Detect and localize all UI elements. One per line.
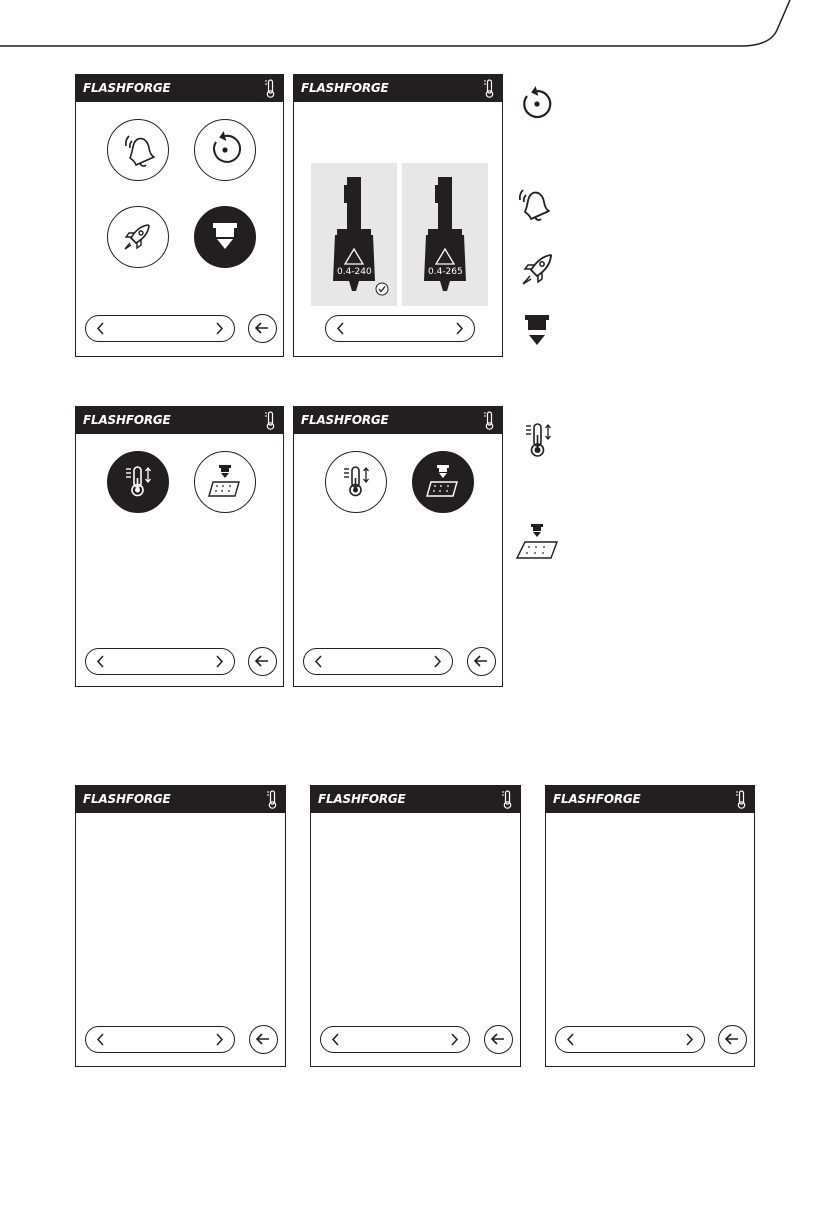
leveling-icon xyxy=(413,452,472,511)
bell-icon xyxy=(108,120,167,179)
thermometer-button[interactable] xyxy=(107,451,169,513)
nozzle-option-1[interactable] xyxy=(311,163,397,306)
reset-button[interactable] xyxy=(194,119,256,181)
thermometer-button[interactable] xyxy=(325,451,387,513)
chevron-right-icon[interactable] xyxy=(433,655,442,668)
back-arrow-icon xyxy=(490,1031,506,1047)
chevron-right-icon[interactable] xyxy=(215,1033,224,1046)
header-bar xyxy=(294,75,502,102)
brand-logo: FLASHFORGE xyxy=(553,792,641,806)
page-corner-line xyxy=(0,0,828,50)
pager-bar[interactable] xyxy=(555,1026,705,1053)
rocket-icon xyxy=(515,251,555,291)
pager-bar[interactable] xyxy=(325,315,475,342)
back-arrow-icon xyxy=(724,1031,740,1047)
back-button[interactable] xyxy=(248,314,277,343)
back-arrow-icon xyxy=(254,320,270,336)
blank-screen-1 xyxy=(75,785,286,1067)
chevron-right-icon[interactable] xyxy=(450,1033,459,1046)
reset-icon xyxy=(517,84,557,124)
header-bar xyxy=(76,786,285,813)
thermometer-icon[interactable] xyxy=(483,410,495,431)
reset-icon xyxy=(195,120,254,179)
nozzle-select-screen xyxy=(293,74,503,357)
back-arrow-icon xyxy=(255,1031,271,1047)
header-bar xyxy=(311,786,520,813)
heat-screen xyxy=(75,406,284,687)
leveling-screen xyxy=(293,406,503,687)
back-button[interactable] xyxy=(249,1025,278,1054)
thermometer-icon xyxy=(523,421,555,461)
bell-icon xyxy=(515,186,555,222)
rocket-button[interactable] xyxy=(107,206,169,268)
thermometer-icon[interactable] xyxy=(266,789,278,810)
nozzle-icon xyxy=(522,314,552,346)
thermometer-icon[interactable] xyxy=(264,410,276,431)
brand-logo: FLASHFORGE xyxy=(83,413,171,427)
brand-logo: FLASHFORGE xyxy=(301,413,389,427)
chevron-left-icon[interactable] xyxy=(314,655,323,668)
pager-bar[interactable] xyxy=(320,1026,470,1053)
header-bar xyxy=(76,75,283,102)
blank-screen-2 xyxy=(310,785,521,1067)
back-button[interactable] xyxy=(718,1025,747,1054)
header-bar xyxy=(546,786,754,813)
thermometer-icon xyxy=(108,452,167,511)
back-arrow-icon xyxy=(473,653,489,669)
pager-bar[interactable] xyxy=(85,315,235,342)
nozzle-image xyxy=(402,163,488,306)
rocket-icon xyxy=(108,207,167,266)
chevron-left-icon[interactable] xyxy=(336,322,345,335)
pager-bar[interactable] xyxy=(303,648,453,675)
chevron-left-icon[interactable] xyxy=(96,1033,105,1046)
nozzle-button[interactable] xyxy=(194,206,256,268)
leveling-icon xyxy=(195,452,254,511)
nozzle-label: 0.4-240 xyxy=(337,267,372,277)
chevron-left-icon[interactable] xyxy=(566,1033,575,1046)
chevron-left-icon[interactable] xyxy=(331,1033,340,1046)
nozzle-option-2[interactable] xyxy=(402,163,488,306)
chevron-right-icon[interactable] xyxy=(455,322,464,335)
pager-bar[interactable] xyxy=(85,1026,235,1053)
chevron-right-icon[interactable] xyxy=(685,1033,694,1046)
leveling-icon xyxy=(515,523,559,561)
pager-bar[interactable] xyxy=(85,648,235,675)
header-bar xyxy=(294,407,502,434)
thermometer-icon[interactable] xyxy=(264,78,276,99)
thermometer-icon xyxy=(326,452,385,511)
brand-logo: FLASHFORGE xyxy=(301,81,389,95)
header-bar xyxy=(76,407,283,434)
chevron-left-icon[interactable] xyxy=(96,655,105,668)
back-button[interactable] xyxy=(248,647,277,676)
thermometer-icon[interactable] xyxy=(483,78,495,99)
nozzle-label: 0.4-265 xyxy=(428,267,463,277)
nozzle-icon xyxy=(195,207,254,266)
check-icon xyxy=(375,282,389,296)
leveling-button[interactable] xyxy=(194,451,256,513)
brand-logo: FLASHFORGE xyxy=(83,792,171,806)
brand-logo: FLASHFORGE xyxy=(83,81,171,95)
back-arrow-icon xyxy=(254,653,270,669)
thermometer-icon[interactable] xyxy=(735,789,747,810)
thermometer-icon[interactable] xyxy=(501,789,513,810)
chevron-right-icon[interactable] xyxy=(215,322,224,335)
bell-button[interactable] xyxy=(107,119,169,181)
chevron-right-icon[interactable] xyxy=(215,655,224,668)
blank-screen-3 xyxy=(545,785,755,1067)
back-button[interactable] xyxy=(467,647,496,676)
back-button[interactable] xyxy=(484,1025,513,1054)
main-menu-screen xyxy=(75,74,284,357)
chevron-left-icon[interactable] xyxy=(96,322,105,335)
brand-logo: FLASHFORGE xyxy=(318,792,406,806)
leveling-button[interactable] xyxy=(412,451,474,513)
